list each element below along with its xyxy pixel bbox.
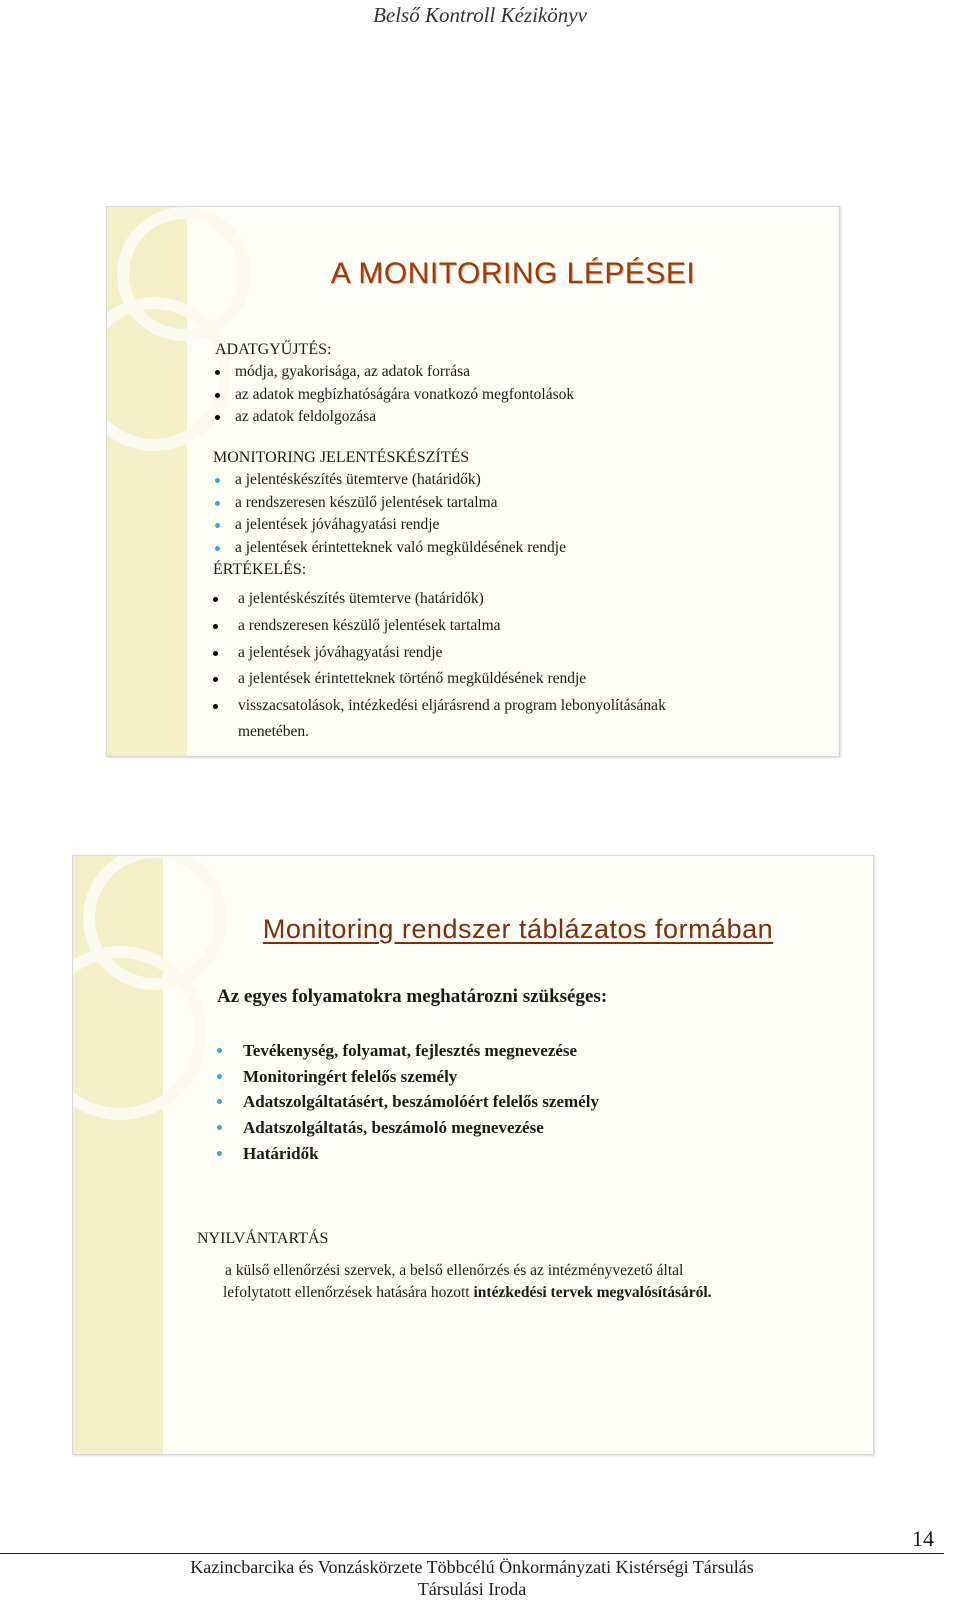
section-label: NYILVÁNTARTÁS — [197, 1230, 329, 1247]
section-label: ÉRTÉKELÉS: — [213, 561, 307, 578]
list-item: módja, gyakorisága, az adatok forrása — [215, 361, 574, 384]
bullet-icon — [217, 1125, 222, 1130]
bullet-icon — [215, 415, 220, 420]
bullet-icon — [213, 677, 218, 682]
bullet-icon — [217, 1048, 222, 1053]
list-item: Monitoringért felelős személy — [217, 1064, 599, 1090]
section-label: MONITORING JELENTÉSKÉSZÍTÉS — [213, 449, 470, 466]
list-item: a rendszeresen készülő jelentések tartalma — [215, 492, 566, 515]
bullet-icon — [217, 1074, 222, 1079]
list-item: Határidők — [217, 1141, 599, 1167]
registry-line: lefolytatott ellenőrzések hatására hozott intézkedési tervek megvalósításáról. — [223, 1284, 712, 1301]
requirements-list — [217, 1038, 599, 1167]
list-item: a jelentések érintetteknek való megküldésének rendje — [215, 537, 566, 560]
bullet-icon — [217, 1099, 222, 1104]
page-number: 14 — [912, 1526, 934, 1551]
list-item: visszacsatolások, intézkedési eljárásrend a program lebonyolításának — [213, 693, 666, 720]
bullet-icon — [213, 651, 218, 656]
bullet-icon — [215, 546, 220, 551]
list-item: a rendszeresen készülő jelentések tartalma — [213, 613, 666, 640]
section-label: ADATGYŰJTÉS: — [215, 341, 332, 358]
slide-monitoring-steps — [106, 206, 840, 757]
list-item: Tevékenység, folyamat, fejlesztés megnevezése — [217, 1038, 599, 1064]
document-header-title: Belső Kontroll Kézikönyv — [373, 3, 587, 27]
list-item: a jelentéskészítés ütemterve (határidők) — [213, 586, 666, 613]
bullet-icon — [213, 597, 218, 602]
bullet-icon — [213, 624, 218, 629]
bullet-icon — [217, 1151, 222, 1156]
list-item: a jelentések jóváhagyatási rendje — [215, 514, 566, 537]
list-item: a jelentéskészítés ütemterve (határidők) — [215, 469, 566, 492]
slide-title: Monitoring rendszer táblázatos formában — [262, 914, 774, 944]
section-subheading: Az egyes folyamatokra meghatározni szükséges: — [217, 986, 608, 1007]
slide-monitoring-table — [72, 855, 874, 1455]
bullet-icon — [215, 478, 220, 483]
list-item: az adatok megbízhatóságára vonatkozó megfontolások — [215, 384, 574, 407]
registry-emphasis: intézkedési tervek megvalósításáról. — [473, 1284, 712, 1301]
list-item: Adatszolgáltatásért, beszámolóért felelős személy — [217, 1089, 599, 1115]
footer — [0, 1556, 944, 1600]
section-data-collection — [215, 339, 574, 429]
bullet-icon — [215, 370, 220, 375]
bullet-icon — [215, 523, 220, 528]
slide-title: A MONITORING LÉPÉSEI — [330, 257, 696, 290]
registry-line: a külső ellenőrzési szervek, a belső ellenőrzés és az intézményvezető által — [225, 1262, 684, 1279]
list-item: a jelentések jóváhagyatási rendje — [213, 640, 666, 667]
footer-divider — [0, 1553, 944, 1554]
list-item: a jelentések érintetteknek történő megküldésének rendje — [213, 666, 666, 693]
section-monitoring-reporting — [213, 447, 566, 560]
list-item: Adatszolgáltatás, beszámoló megnevezése — [217, 1115, 599, 1141]
bullet-icon — [213, 704, 218, 709]
bullet-icon — [215, 501, 220, 506]
list-item-continuation: menetében. — [238, 722, 310, 740]
footer-line-1: Kazincbarcika és Vonzáskörzete Többcélú Önkormányzati Kistérségi Társulás — [190, 1557, 754, 1577]
bullet-icon — [215, 393, 220, 398]
registry-text — [197, 1260, 857, 1304]
footer-line-2: Társulási Iroda — [417, 1579, 527, 1599]
list-item: az adatok feldolgozása — [215, 406, 574, 429]
section-requirements — [217, 984, 607, 1010]
section-registry — [197, 1228, 857, 1304]
section-evaluation — [213, 559, 666, 744]
